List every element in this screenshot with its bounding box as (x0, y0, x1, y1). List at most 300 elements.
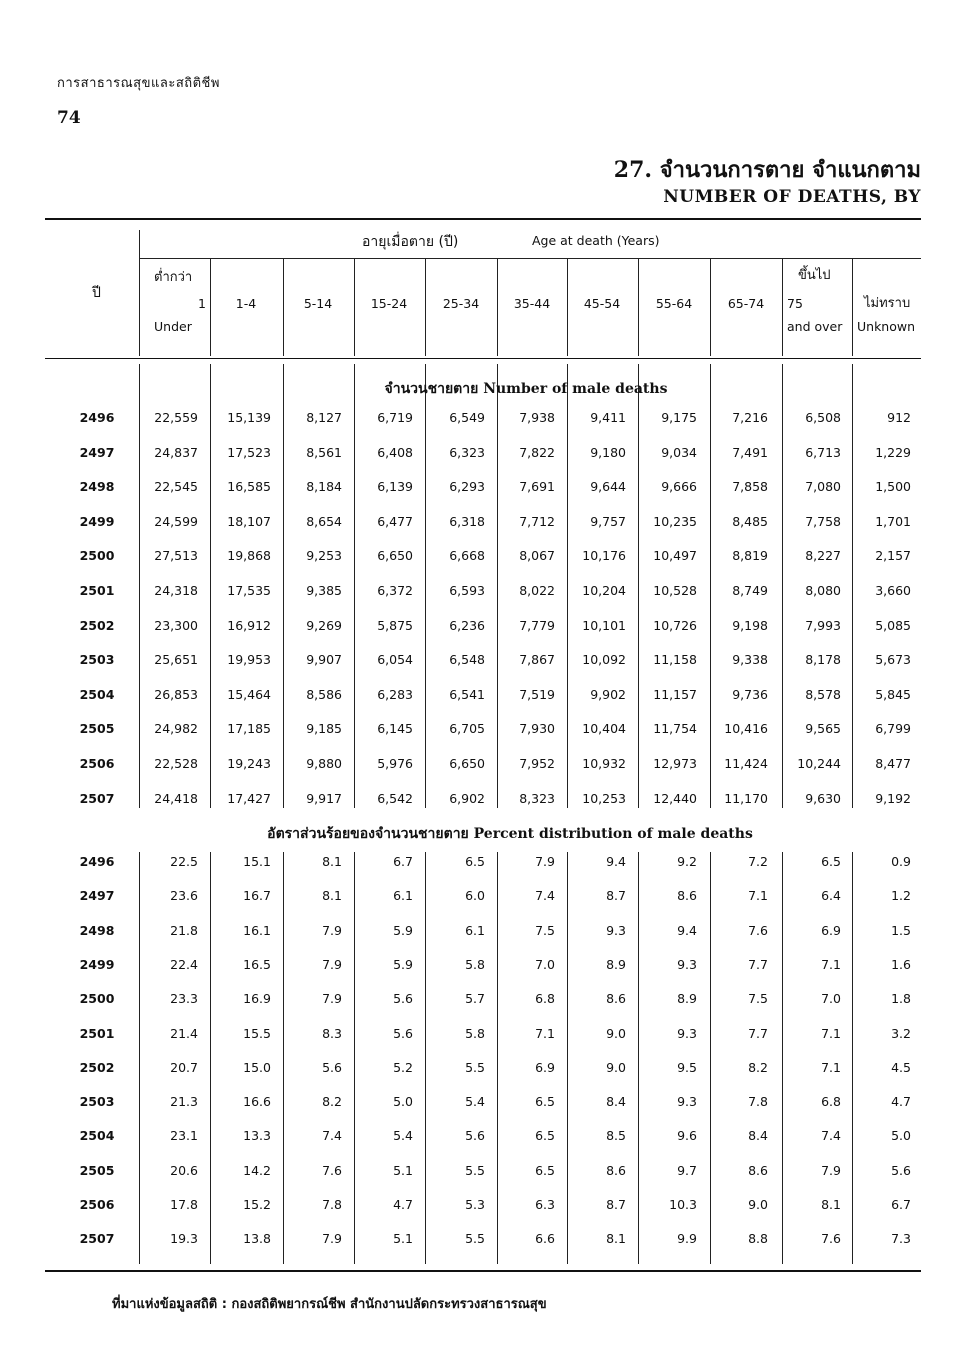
percent-row-cell: 8.6 (606, 1162, 626, 1178)
header-column-divider (497, 258, 498, 356)
percent-row-cell: 9.4 (606, 854, 626, 869)
percent-row-cell: 22.4 (170, 956, 198, 972)
percent-row-cell: 5.6 (393, 991, 413, 1007)
percent-row-cell: 5.0 (393, 1094, 413, 1110)
number-row-cell: 9,338 (732, 652, 768, 668)
header-column-divider (139, 230, 140, 356)
number-row-cell: 10,726 (653, 617, 697, 633)
percent-row-cell: 8.2 (322, 1094, 342, 1110)
percent-row-cell: 4.7 (891, 1094, 911, 1110)
number-row-cell: 7,758 (805, 513, 841, 529)
percent-row-cell: 6.1 (465, 922, 485, 938)
number-row-cell: 10,497 (653, 548, 697, 564)
percent-row-cell: 20.7 (170, 1059, 198, 1075)
percent-row-cell: 5.8 (465, 956, 485, 972)
number-row-cell: 8,819 (732, 548, 768, 564)
number-row-cell: 8,184 (306, 479, 342, 495)
percent-row-year-2496: 2496 (79, 854, 115, 869)
number-row-year-2506: 2506 (79, 756, 115, 771)
number-row-year-2499: 2499 (79, 513, 115, 529)
percent-row-cell: 9.0 (748, 1197, 768, 1212)
number-row-cell: 19,868 (227, 548, 271, 564)
percent-row-cell: 23.6 (170, 888, 198, 904)
number-row-cell: 17,523 (227, 444, 271, 460)
number-row-cell: 6,719 (377, 410, 413, 425)
body-column-divider (638, 364, 639, 808)
percent-row-cell: 14.2 (243, 1162, 271, 1178)
percent-row-year-2507: 2507 (79, 1231, 115, 1247)
percent-row-cell: 7.4 (322, 1128, 342, 1144)
percent-row-cell: 6.9 (535, 1059, 555, 1075)
number-row-cell: 9,185 (306, 721, 342, 737)
percent-row-cell: 8.6 (748, 1162, 768, 1178)
percent-row-cell: 6.5 (535, 1162, 555, 1178)
number-row-cell: 6,548 (449, 652, 485, 668)
body-column-divider (782, 364, 783, 808)
page-number: 74 (57, 108, 81, 128)
number-row-cell: 10,404 (582, 721, 626, 737)
under1-label-number: 1 (198, 296, 206, 311)
number-row-cell: 8,578 (805, 686, 841, 702)
body-column-divider (567, 364, 568, 808)
number-row-cell: 10,244 (797, 756, 841, 771)
number-row-cell: 6,508 (805, 410, 841, 425)
number-row-cell: 7,080 (805, 479, 841, 495)
percent-row-cell: 7.9 (322, 956, 342, 972)
percent-row-cell: 8.4 (606, 1094, 626, 1110)
percent-row-cell: 5.6 (322, 1059, 342, 1075)
percent-row-cell: 5.6 (891, 1162, 911, 1178)
percent-row-cell: 9.3 (677, 1025, 697, 1041)
body-column-divider (210, 852, 211, 1264)
number-row-cell: 10,235 (653, 513, 697, 529)
number-row-year-2496: 2496 (79, 410, 115, 425)
percent-row-cell: 10.3 (669, 1197, 697, 1212)
percent-row-cell: 5.1 (393, 1162, 413, 1178)
percent-row-year-2506: 2506 (79, 1197, 115, 1212)
percent-row-cell: 6.0 (465, 888, 485, 904)
number-row-cell: 6,145 (377, 721, 413, 737)
percent-row-year-2502: 2502 (79, 1059, 115, 1075)
percent-row-cell: 7.9 (322, 1231, 342, 1247)
percent-row-year-2504: 2504 (79, 1128, 115, 1144)
percent-row-cell: 8.6 (606, 991, 626, 1007)
over75-label-number: 75 (787, 296, 803, 311)
number-row-cell: 1,229 (875, 444, 911, 460)
percent-row-cell: 9.9 (677, 1231, 697, 1247)
percent-row-cell: 7.5 (535, 922, 555, 938)
number-row-cell: 7,867 (519, 652, 555, 668)
percent-row-cell: 6.1 (393, 888, 413, 904)
number-row-cell: 7,216 (732, 410, 768, 425)
percent-row-cell: 6.7 (393, 854, 413, 869)
percent-row-cell: 4.7 (393, 1197, 413, 1212)
percent-row-cell: 8.2 (748, 1059, 768, 1075)
number-row-cell: 8,127 (306, 410, 342, 425)
number-row-cell: 8,561 (306, 444, 342, 460)
body-column-divider (210, 364, 211, 808)
number-row-cell: 16,585 (227, 479, 271, 495)
percent-row-cell: 8.7 (606, 888, 626, 904)
number-row-cell: 6,542 (377, 790, 413, 806)
percent-row-cell: 5.5 (465, 1059, 485, 1075)
number-row-year-2504: 2504 (79, 686, 115, 702)
header-column-divider (852, 258, 853, 356)
age-group-underline (139, 258, 921, 259)
number-row-year-2498: 2498 (79, 479, 115, 495)
percent-row-cell: 7.1 (535, 1025, 555, 1041)
number-row-cell: 6,323 (449, 444, 485, 460)
number-row-year-2501: 2501 (79, 583, 115, 598)
number-row-cell: 9,917 (306, 790, 342, 806)
percent-row-cell: 6.9 (821, 922, 841, 938)
percent-row-cell: 5.7 (465, 991, 485, 1007)
header-age-5-14: 5-14 (303, 296, 333, 311)
number-row-year-2497: 2497 (79, 444, 115, 460)
percent-row-cell: 8.1 (322, 854, 342, 869)
percent-row-year-2498: 2498 (79, 922, 115, 938)
number-row-cell: 912 (887, 410, 911, 425)
body-column-divider (710, 852, 711, 1264)
percent-row-cell: 5.5 (465, 1231, 485, 1247)
number-row-cell: 7,779 (519, 617, 555, 633)
percent-row-cell: 7.7 (748, 956, 768, 972)
body-column-divider (354, 364, 355, 808)
number-row-cell: 8,586 (306, 686, 342, 702)
number-row-cell: 9,175 (661, 410, 697, 425)
body-column-divider (139, 852, 140, 1264)
body-column-divider (710, 364, 711, 808)
number-row-cell: 6,054 (377, 652, 413, 668)
percent-row-cell: 16.9 (243, 991, 271, 1007)
header-column-divider (782, 258, 783, 356)
number-row-cell: 18,107 (227, 513, 271, 529)
number-row-cell: 9,385 (306, 583, 342, 598)
percent-row-cell: 7.8 (322, 1197, 342, 1212)
number-row-cell: 9,902 (590, 686, 626, 702)
percent-row-cell: 5.8 (465, 1025, 485, 1041)
number-row-cell: 6,283 (377, 686, 413, 702)
number-row-cell: 24,599 (154, 513, 198, 529)
body-column-divider (425, 852, 426, 1264)
header-bottom-rule (45, 358, 921, 359)
percent-row-cell: 7.1 (821, 1059, 841, 1075)
percent-row-cell: 7.1 (821, 956, 841, 972)
percent-row-cell: 20.6 (170, 1162, 198, 1178)
unknown-label-english: Unknown (857, 319, 916, 334)
body-column-divider (782, 852, 783, 1264)
percent-row-year-2497: 2497 (79, 888, 115, 904)
number-row-cell: 10,416 (724, 721, 768, 737)
header-column-divider (638, 258, 639, 356)
number-row-cell: 10,176 (582, 548, 626, 564)
number-row-year-2505: 2505 (79, 721, 115, 737)
percent-row-cell: 7.2 (748, 854, 768, 869)
number-row-cell: 11,424 (724, 756, 768, 771)
header-column-divider (354, 258, 355, 356)
percent-row-cell: 23.1 (170, 1128, 198, 1144)
number-row-cell: 2,157 (875, 548, 911, 564)
percent-row-year-2500: 2500 (79, 991, 115, 1007)
number-row-cell: 24,418 (154, 790, 198, 806)
number-row-cell: 9,269 (306, 617, 342, 633)
number-row-cell: 9,666 (661, 479, 697, 495)
percent-row-year-2499: 2499 (79, 956, 115, 972)
percent-row-cell: 7.0 (535, 956, 555, 972)
number-row-cell: 7,519 (519, 686, 555, 702)
number-row-cell: 6,139 (377, 479, 413, 495)
percent-row-cell: 8.3 (322, 1025, 342, 1041)
number-row-cell: 10,204 (582, 583, 626, 598)
percent-row-cell: 8.5 (606, 1128, 626, 1144)
percent-row-cell: 16.1 (243, 922, 271, 938)
number-row-year-2502: 2502 (79, 617, 115, 633)
number-row-cell: 5,845 (875, 686, 911, 702)
number-row-cell: 9,757 (590, 513, 626, 529)
over75-label-english: and over (787, 319, 843, 334)
number-row-cell: 6,668 (449, 548, 485, 564)
body-column-divider (567, 852, 568, 1264)
number-row-cell: 6,705 (449, 721, 485, 737)
table-title-thai: 27. จำนวนการตาย จำแนกตาม (613, 157, 921, 183)
number-row-cell: 6,799 (875, 721, 911, 737)
header-column-divider (210, 258, 211, 356)
percent-row-cell: 8.4 (748, 1128, 768, 1144)
body-column-divider (283, 852, 284, 1264)
number-row-cell: 7,491 (732, 444, 768, 460)
percent-row-cell: 21.4 (170, 1025, 198, 1041)
percent-row-cell: 8.1 (821, 1197, 841, 1212)
percent-row-cell: 7.1 (821, 1025, 841, 1041)
percent-row-cell: 7.5 (748, 991, 768, 1007)
year-column-label: ปี (92, 285, 101, 301)
number-row-cell: 6,372 (377, 583, 413, 598)
table-title-english: NUMBER OF DEATHS, BY (663, 187, 921, 207)
percent-row-cell: 8.9 (606, 956, 626, 972)
percent-row-cell: 8.8 (748, 1231, 768, 1247)
percent-row-cell: 6.3 (535, 1197, 555, 1212)
percent-row-cell: 6.4 (821, 888, 841, 904)
under1-label-thai: ต่ำกว่า (154, 270, 193, 285)
unknown-label-thai: ไม่ทราบ (864, 296, 911, 311)
percent-row-year-2505: 2505 (79, 1162, 115, 1178)
number-row-cell: 11,754 (653, 721, 697, 737)
percent-row-cell: 7.3 (891, 1231, 911, 1247)
number-row-cell: 9,180 (590, 444, 626, 460)
body-column-divider (283, 364, 284, 808)
percent-row-cell: 7.0 (821, 991, 841, 1007)
body-column-divider (852, 364, 853, 808)
number-row-cell: 8,749 (732, 583, 768, 598)
number-row-cell: 8,654 (306, 513, 342, 529)
number-row-cell: 10,528 (653, 583, 697, 598)
number-row-cell: 6,408 (377, 444, 413, 460)
number-row-cell: 8,477 (875, 756, 911, 771)
number-row-cell: 7,993 (805, 617, 841, 633)
percent-row-cell: 8.1 (606, 1231, 626, 1247)
number-row-cell: 24,318 (154, 583, 198, 598)
number-row-cell: 11,170 (724, 790, 768, 806)
percent-row-cell: 15.2 (243, 1197, 271, 1212)
number-row-cell: 10,932 (582, 756, 626, 771)
percent-row-cell: 6.8 (535, 991, 555, 1007)
number-row-cell: 7,691 (519, 479, 555, 495)
percent-row-cell: 16.5 (243, 956, 271, 972)
number-row-cell: 7,930 (519, 721, 555, 737)
number-row-cell: 1,500 (875, 479, 911, 495)
number-row-cell: 8,022 (519, 583, 555, 598)
percent-row-cell: 5.5 (465, 1162, 485, 1178)
body-column-divider (425, 364, 426, 808)
percent-row-cell: 15.1 (243, 854, 271, 869)
body-column-divider (139, 364, 140, 808)
number-row-cell: 6,477 (377, 513, 413, 529)
running-head: การสาธารณสุขและสถิติชีพ (57, 76, 220, 91)
number-row-cell: 23,300 (154, 617, 198, 633)
percent-row-cell: 8.6 (677, 888, 697, 904)
body-column-divider (497, 852, 498, 1264)
body-column-divider (852, 852, 853, 1264)
percent-row-cell: 6.6 (535, 1231, 555, 1247)
number-row-cell: 12,973 (653, 756, 697, 771)
percent-row-cell: 9.3 (677, 1094, 697, 1110)
percent-row-cell: 23.3 (170, 991, 198, 1007)
percent-row-cell: 6.5 (535, 1094, 555, 1110)
over75-label-thai: ขึ้นไป (798, 268, 831, 283)
header-column-divider (710, 258, 711, 356)
percent-row-cell: 16.7 (243, 888, 271, 904)
number-row-cell: 3,660 (875, 583, 911, 598)
percent-row-cell: 9.4 (677, 922, 697, 938)
section-percent-title: อัตราส่วนร้อยของจำนวนชายตาย Percent distribution of male deaths (267, 826, 753, 842)
percent-row-cell: 1.6 (891, 956, 911, 972)
percent-row-cell: 13.3 (243, 1128, 271, 1144)
number-row-cell: 19,953 (227, 652, 271, 668)
percent-row-cell: 5.3 (465, 1197, 485, 1212)
percent-row-cell: 19.3 (170, 1231, 198, 1247)
number-row-cell: 26,853 (154, 686, 198, 702)
percent-row-cell: 3.2 (891, 1025, 911, 1041)
percent-row-cell: 5.2 (393, 1059, 413, 1075)
percent-row-cell: 5.9 (393, 922, 413, 938)
number-row-cell: 24,837 (154, 444, 198, 460)
percent-row-cell: 7.9 (322, 991, 342, 1007)
number-row-cell: 11,157 (653, 686, 697, 702)
number-row-cell: 9,565 (805, 721, 841, 737)
percent-row-cell: 7.9 (322, 922, 342, 938)
number-row-cell: 6,541 (449, 686, 485, 702)
percent-row-cell: 7.9 (821, 1162, 841, 1178)
number-row-cell: 22,545 (154, 479, 198, 495)
number-row-cell: 5,085 (875, 617, 911, 633)
number-row-cell: 9,630 (805, 790, 841, 806)
number-row-cell: 10,101 (582, 617, 626, 633)
percent-row-cell: 7.7 (748, 1025, 768, 1041)
percent-row-cell: 5.4 (393, 1128, 413, 1144)
number-row-cell: 9,198 (732, 617, 768, 633)
percent-row-year-2501: 2501 (79, 1025, 115, 1041)
number-row-cell: 8,080 (805, 583, 841, 598)
number-row-cell: 19,243 (227, 756, 271, 771)
number-row-cell: 9,034 (661, 444, 697, 460)
percent-row-cell: 7.1 (748, 888, 768, 904)
number-row-year-2507: 2507 (79, 790, 115, 806)
percent-row-cell: 9.2 (677, 854, 697, 869)
under1-label-english: Under (154, 319, 192, 334)
percent-row-cell: 7.9 (535, 854, 555, 869)
number-row-cell: 6,236 (449, 617, 485, 633)
percent-row-year-2503: 2503 (79, 1094, 115, 1110)
body-column-divider (638, 852, 639, 1264)
header-column-divider (283, 258, 284, 356)
number-row-cell: 5,673 (875, 652, 911, 668)
percent-row-cell: 9.5 (677, 1059, 697, 1075)
number-row-cell: 11,158 (653, 652, 697, 668)
percent-row-cell: 5.9 (393, 956, 413, 972)
number-row-cell: 6,549 (449, 410, 485, 425)
number-row-cell: 10,092 (582, 652, 626, 668)
percent-row-cell: 8.9 (677, 991, 697, 1007)
header-column-divider (567, 258, 568, 356)
percent-row-cell: 5.6 (393, 1025, 413, 1041)
percent-row-cell: 5.6 (465, 1128, 485, 1144)
percent-row-cell: 9.6 (677, 1128, 697, 1144)
percent-row-cell: 6.8 (821, 1094, 841, 1110)
percent-row-cell: 15.5 (243, 1025, 271, 1041)
number-row-cell: 9,880 (306, 756, 342, 771)
number-row-cell: 17,185 (227, 721, 271, 737)
percent-row-cell: 5.1 (393, 1231, 413, 1247)
number-row-cell: 8,067 (519, 548, 555, 564)
number-row-cell: 5,976 (377, 756, 413, 771)
number-row-cell: 24,982 (154, 721, 198, 737)
percent-row-cell: 5.4 (465, 1094, 485, 1110)
number-row-cell: 6,902 (449, 790, 485, 806)
percent-row-cell: 7.6 (748, 922, 768, 938)
header-age-55-64: 55-64 (655, 296, 693, 311)
percent-row-cell: 1.5 (891, 922, 911, 938)
percent-row-cell: 22.5 (170, 854, 198, 869)
number-row-cell: 8,178 (805, 652, 841, 668)
number-row-cell: 7,938 (519, 410, 555, 425)
number-row-cell: 5,875 (377, 617, 413, 633)
number-row-year-2500: 2500 (79, 548, 115, 564)
number-row-cell: 6,650 (449, 756, 485, 771)
header-age-35-44: 35-44 (513, 296, 551, 311)
header-column-divider (425, 258, 426, 356)
percent-row-cell: 6.7 (891, 1197, 911, 1212)
header-age-65-74: 65-74 (727, 296, 765, 311)
number-row-cell: 7,952 (519, 756, 555, 771)
header-age-25-34: 25-34 (442, 296, 480, 311)
percent-row-cell: 8.1 (322, 888, 342, 904)
number-row-cell: 9,192 (875, 790, 911, 806)
number-row-year-2503: 2503 (79, 652, 115, 668)
number-row-cell: 6,650 (377, 548, 413, 564)
percent-row-cell: 0.9 (891, 854, 911, 869)
percent-row-cell: 1.8 (891, 991, 911, 1007)
number-row-cell: 9,907 (306, 652, 342, 668)
percent-row-cell: 7.4 (821, 1128, 841, 1144)
percent-row-cell: 7.8 (748, 1094, 768, 1110)
number-row-cell: 27,513 (154, 548, 198, 564)
number-row-cell: 7,712 (519, 513, 555, 529)
header-age-15-24: 15-24 (370, 296, 408, 311)
number-row-cell: 6,713 (805, 444, 841, 460)
header-age-1-4: 1-4 (235, 296, 257, 311)
number-row-cell: 22,559 (154, 410, 198, 425)
percent-row-cell: 9.3 (677, 956, 697, 972)
